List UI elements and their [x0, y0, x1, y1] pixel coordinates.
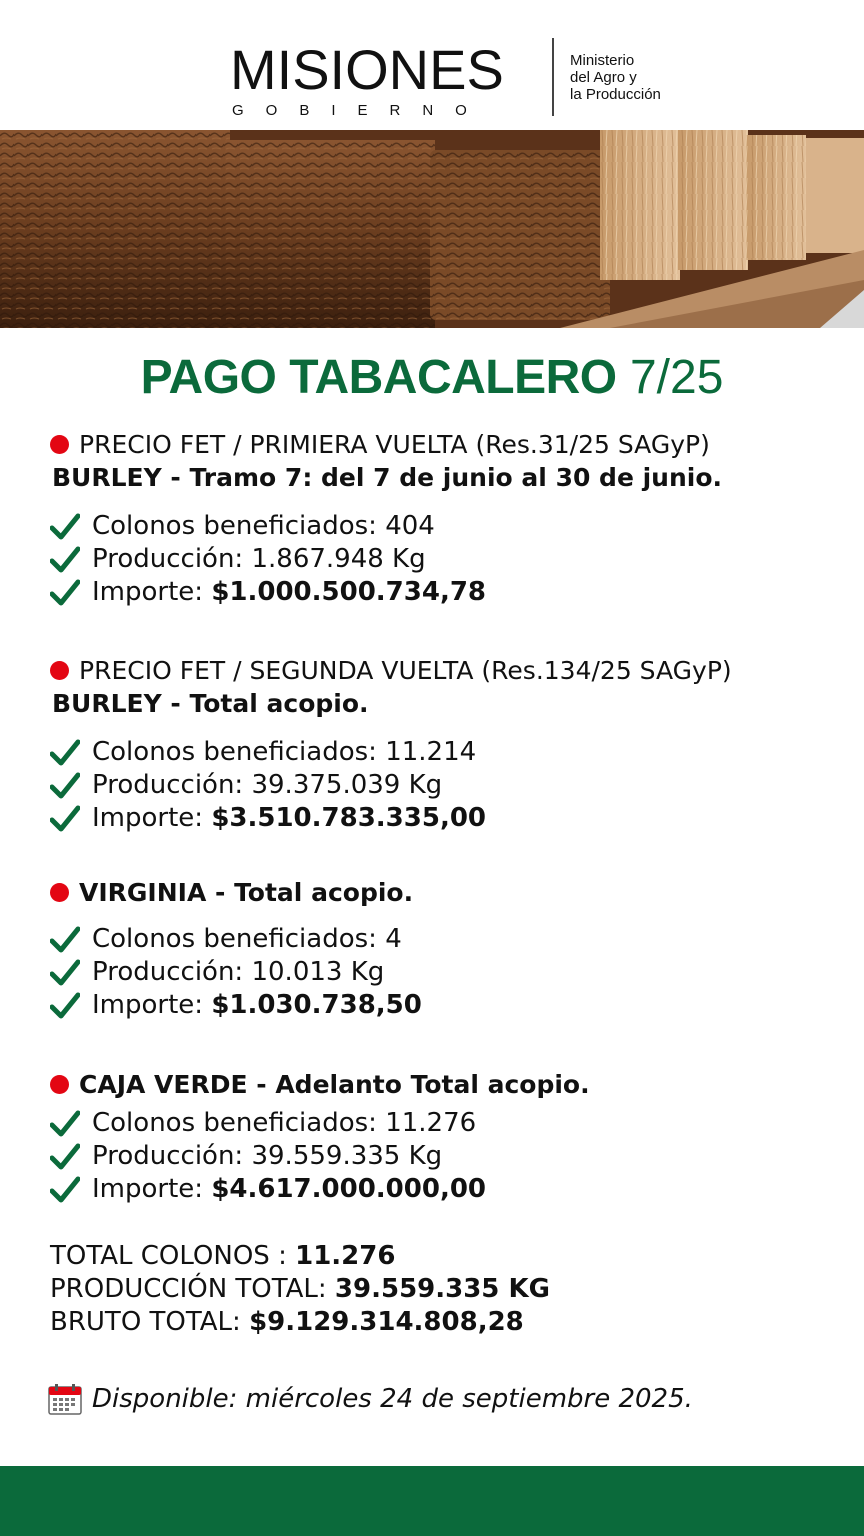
check-icon	[50, 1176, 80, 1204]
list-item	[50, 802, 840, 835]
list-item	[50, 543, 840, 576]
check-icon	[50, 805, 80, 833]
section-burley-primera	[50, 428, 840, 609]
list-item	[50, 736, 840, 769]
check-icon	[50, 772, 80, 800]
misiones-logo	[230, 40, 540, 120]
item-label: Importe:	[92, 803, 204, 833]
availability-text: Disponible: miércoles 24 de septiembre 2025.	[92, 1384, 693, 1414]
bullet-dot-icon	[50, 883, 69, 902]
item-value: 11.276	[385, 1108, 477, 1138]
check-icon	[50, 739, 80, 767]
check-icon	[50, 926, 80, 954]
section-items	[50, 510, 840, 609]
item-value: 4	[385, 924, 402, 954]
check-icon	[50, 1143, 80, 1171]
section-burley-segunda	[50, 654, 840, 835]
section-heading-text: VIRGINIA - Total acopio.	[79, 878, 414, 907]
section-virginia	[50, 876, 840, 1022]
item-label: Producción:	[92, 1141, 244, 1171]
total-row	[50, 1306, 840, 1339]
check-icon	[50, 992, 80, 1020]
header	[0, 0, 864, 130]
total-value: 11.276	[295, 1241, 396, 1271]
bullet-dot-icon	[50, 661, 69, 680]
logo-word: MISIONES	[230, 38, 504, 101]
item-label: Producción:	[92, 770, 244, 800]
item-label: Producción:	[92, 544, 244, 574]
total-value: 39.559.335 KG	[334, 1274, 550, 1304]
total-label: PRODUCCIÓN TOTAL:	[50, 1274, 335, 1304]
total-label: TOTAL COLONOS :	[50, 1241, 296, 1271]
check-icon	[50, 513, 80, 541]
section-heading	[50, 876, 840, 909]
totals-block	[50, 1240, 840, 1339]
item-value: $1.030.738,50	[211, 990, 422, 1020]
item-value: $4.617.000.000,00	[211, 1174, 487, 1204]
bullet-dot-icon	[50, 435, 69, 454]
section-items	[50, 1107, 840, 1206]
ministry-line: Ministerio	[570, 52, 635, 69]
item-value: 39.559.335 Kg	[251, 1141, 443, 1171]
section-items	[50, 923, 840, 1022]
title-main: PAGO TABACALERO	[140, 351, 617, 404]
item-label: Importe:	[92, 990, 204, 1020]
total-row	[50, 1273, 840, 1306]
list-item	[50, 1173, 840, 1206]
item-value: 404	[385, 511, 435, 541]
item-value: 10.013 Kg	[251, 957, 385, 987]
item-value: $1.000.500.734,78	[211, 577, 487, 607]
list-item	[50, 956, 840, 989]
section-subheading: BURLEY - Total acopio.	[52, 689, 369, 718]
list-item	[50, 510, 840, 543]
item-value: 39.375.039 Kg	[251, 770, 443, 800]
list-item	[50, 1107, 840, 1140]
tobacco-bales-illustration	[0, 130, 864, 328]
total-label: BRUTO TOTAL:	[50, 1307, 250, 1337]
total-row	[50, 1240, 840, 1273]
check-icon	[50, 1110, 80, 1138]
section-heading	[50, 1068, 840, 1101]
list-item	[50, 989, 840, 1022]
ministry-name	[570, 52, 710, 103]
section-heading-text: PRECIO FET / PRIMIERA VUELTA (Res.31/25 SAGyP)	[79, 430, 710, 459]
item-value: 1.867.948 Kg	[251, 544, 426, 574]
list-item	[50, 1140, 840, 1173]
section-items	[50, 736, 840, 835]
item-label: Colonos beneficiados:	[92, 1108, 377, 1138]
item-label: Colonos beneficiados:	[92, 737, 377, 767]
item-label: Colonos beneficiados:	[92, 924, 377, 954]
check-icon	[50, 546, 80, 574]
calendar-icon	[48, 1383, 82, 1415]
section-heading-text: CAJA VERDE - Adelanto Total acopio.	[79, 1070, 590, 1099]
item-value: $3.510.783.335,00	[211, 803, 487, 833]
tobacco-bales-photo	[0, 130, 864, 328]
item-label: Colonos beneficiados:	[92, 511, 377, 541]
list-item	[50, 576, 840, 609]
ministry-line: la Producción	[570, 86, 661, 103]
title-number: 7/25	[629, 351, 724, 404]
total-value: $9.129.314.808,28	[249, 1307, 524, 1337]
item-value: 11.214	[385, 737, 477, 767]
check-icon	[50, 959, 80, 987]
footer-bar	[0, 1466, 864, 1536]
section-heading	[50, 428, 840, 461]
bullet-dot-icon	[50, 1075, 69, 1094]
item-label: Importe:	[92, 577, 204, 607]
section-subheading: BURLEY - Tramo 7: del 7 de junio al 30 de junio.	[52, 463, 723, 492]
section-caja-verde	[50, 1068, 840, 1206]
check-icon	[50, 579, 80, 607]
ministry-line: del Agro y	[570, 69, 637, 86]
availability-line	[48, 1382, 693, 1416]
item-label: Producción:	[92, 957, 244, 987]
logo-divider	[552, 38, 554, 116]
section-heading	[50, 654, 840, 687]
list-item	[50, 923, 840, 956]
section-heading-text: PRECIO FET / SEGUNDA VUELTA (Res.134/25 SAGyP)	[79, 656, 732, 685]
item-label: Importe:	[92, 1174, 204, 1204]
logo-subtitle: GOBIERNO	[232, 102, 489, 119]
page-title	[0, 348, 864, 408]
list-item	[50, 769, 840, 802]
